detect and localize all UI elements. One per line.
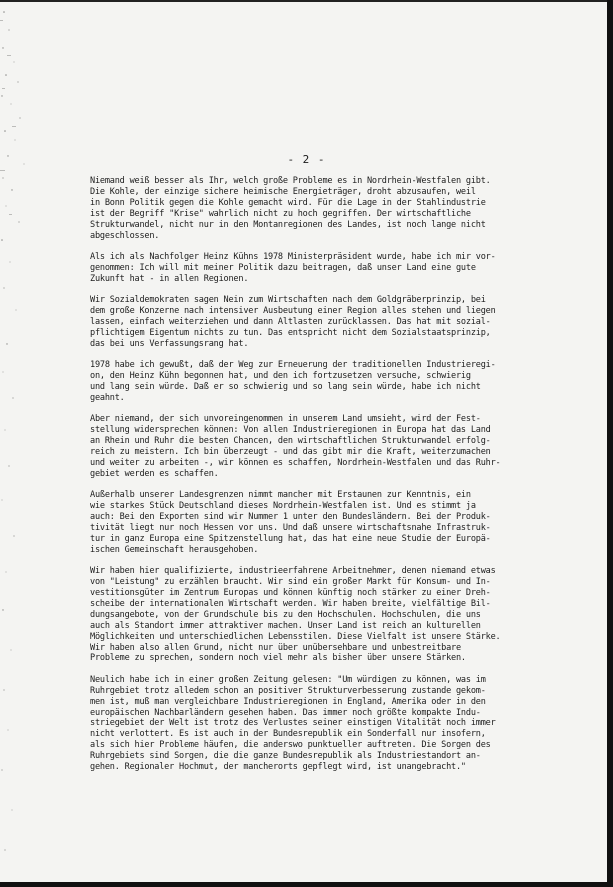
text-line: 1978 habe ich gewußt, daß der Weg zur Erneuerung der traditionellen Industrieregi- xyxy=(90,360,496,371)
text-line: Die Kohle, der einzige sichere heimische Energieträger, droht abzusaufen, weil xyxy=(90,186,476,197)
paragraph xyxy=(90,252,560,285)
text-line: tivität liegt nur noch Hessen vor uns. Und daß unsere wirtschaftsnahe Infrastruk- xyxy=(90,522,491,533)
text-line: Neulich habe ich in einer großen Zeitung gelesen: "Um würdigen zu können, was im xyxy=(90,674,486,685)
text-line: an Rhein und Ruhr die besten Chancen, den wirtschaftlichen Strukturwandel erfolg- xyxy=(90,436,491,447)
text-line: men ist, muß man vergleichbare Industrieregionen in England, Amerika oder in den xyxy=(90,696,486,707)
scan-edge-right xyxy=(607,0,613,887)
text-line: Strukturwandel, nicht nur in den Montanregionen des Landes, ist noch lange nicht xyxy=(90,219,486,230)
text-line: in Bonn Politik gegen die Kohle gemacht wird. Für die Lage in der Stahlindustrie xyxy=(90,197,486,208)
text-line: on, den Heinz Kühn begonnen hat, und den ich fortzusetzen versuche, schwierig xyxy=(90,371,471,382)
text-line: pflichtigem Eigentum nichts zu tun. Das entspricht nicht dem Sozialstaatsprinzip, xyxy=(90,327,491,338)
text-line: von "Leistung" zu erzählen braucht. Wir sind ein großer Markt für Konsum- und In- xyxy=(90,577,491,588)
text-line: Wir Sozialdemokraten sagen Nein zum Wirtschaften nach dem Goldgräberprinzip, bei xyxy=(90,295,486,306)
text-line: Zukunft hat - in allen Regionen. xyxy=(90,273,249,284)
text-line: gehen. Regionaler Hochmut, der mancherorts gepflegt wird, ist unangebracht." xyxy=(90,762,466,773)
paragraph xyxy=(90,295,560,350)
text-line: dungsangebote, von der Grundschule bis zu den Hochschulen. Hochschulen, die uns xyxy=(90,609,481,620)
text-line: auch: Bei den Exporten sind wir Nummer 1 unter den Bundesländern. Bei der Produk- xyxy=(90,512,491,523)
text-line: Ruhrgebiets sind Sorgen, die die ganze Bundesrepublik als Industriestandort an- xyxy=(90,751,481,762)
text-line: Wir haben hier qualifizierte, industrieerfahrene Arbeitnehmer, denen niemand etwas xyxy=(90,566,496,577)
paragraph xyxy=(90,360,560,404)
text-line: Ruhrgebiet trotz alledem schon an positiver Strukturverbesserung zustande gekom- xyxy=(90,685,486,696)
text-line: geahnt. xyxy=(90,392,125,403)
paragraph xyxy=(90,566,560,664)
text-line: wie starkes Stück Deutschland dieses Nordrhein-Westfalen ist. Und es stimmt ja xyxy=(90,501,476,512)
paragraph xyxy=(90,675,560,773)
text-line: ist der Begriff "Krise" wahrlich nicht zu hoch gegriffen. Der wirtschaftliche xyxy=(90,208,471,219)
text-line: stellung widersprechen können: Von allen Industrieregionen in Europa hat das Land xyxy=(90,425,491,436)
scan-noise xyxy=(0,0,60,887)
text-line: abgeschlossen. xyxy=(90,230,160,241)
text-line: und lang sein würde. Daß er so schwierig und so lang sein würde, habe ich nicht xyxy=(90,382,481,392)
text-line: lassen, einfach weiterziehen und dann Altlasten zurücklassen. Das hat mit sozial- xyxy=(90,316,491,327)
text-line: Aber niemand, der sich unvoreingenommen in unserem Land umsieht, wird der Fest- xyxy=(90,414,481,425)
text-line: als sich hier Probleme häufen, die anderswo punktueller auftreten. Die Sorgen des xyxy=(90,740,491,751)
text-line: auch als Standort immer attraktiver machen. Unser Land ist reich an kulturellen xyxy=(90,620,481,631)
text-line: nicht verlottert. Es ist auch in der Bundesrepublik ein Sonderfall nur insofern, xyxy=(90,729,486,740)
text-line: vestitionsgüter im Zentrum Europas und können künftig noch stärker zu einer Dreh- xyxy=(90,588,491,598)
text-line: Als ich als Nachfolger Heinz Kühns 1978 Ministerpräsident wurde, habe ich mir vor- xyxy=(90,251,496,262)
text-line: striegebiet der Welt ist trotz des Verlustes seiner einstigen Vitalität noch immer xyxy=(90,718,496,729)
scan-edge-bottom xyxy=(0,882,613,887)
text-line: Außerhalb unserer Landesgrenzen nimmt mancher mit Erstaunen zur Kenntnis, ein xyxy=(90,490,471,501)
text-line: dem große Konzerne nach intensiver Ausbeutung einer Region alles stehen und liegen xyxy=(90,306,496,317)
text-line: gebiet werden es schaffen. xyxy=(90,468,219,479)
text-line: ischen Gemeinschaft herausgehoben. xyxy=(90,544,259,555)
body-text xyxy=(90,176,560,784)
text-line: Niemand weiß besser als Ihr, welch große Probleme es in Nordrhein-Westfalen gibt. xyxy=(90,176,491,186)
text-line: scheibe der internationalen Wirtschaft werden. Wir haben breite, vielfältige Bil- xyxy=(90,598,491,609)
text-line: reich zu meistern. Ich bin überzeugt - und das gibt mir die Kraft, weiterzumachen xyxy=(90,447,491,458)
text-line: Probleme zu sprechen, sondern noch viel mehr als bisher über unsere Stärken. xyxy=(90,653,466,664)
scan-edge-top xyxy=(0,0,613,2)
text-line: und weiter zu arbeiten -, wir können es schaffen, Nordrhein-Westfalen und das Ruhr- xyxy=(90,457,501,468)
text-line: tur in ganz Europa eine Spitzenstellung hat, das hat eine neue Studie der Europä- xyxy=(90,533,491,544)
text-line: Wir haben also allen Grund, nicht nur über unübersehbare und unbestreitbare xyxy=(90,642,461,653)
paragraph xyxy=(90,414,560,479)
text-line: das bei uns Verfassungsrang hat. xyxy=(90,338,249,349)
text-line: genommen: Ich will mit meiner Politik dazu beitragen, daß unser Land eine gute xyxy=(90,262,476,273)
paragraph xyxy=(90,176,560,241)
page-number: - 2 - xyxy=(287,153,326,166)
paragraph xyxy=(90,490,560,555)
text-line: Möglichkeiten und unterschiedlichen Lebensstilen. Diese Vielfalt ist unsere Stärke. xyxy=(90,631,501,642)
text-line: europäischen Nachbarländern gesehen haben. Das immer noch größte kompakte Indu- xyxy=(90,707,481,718)
